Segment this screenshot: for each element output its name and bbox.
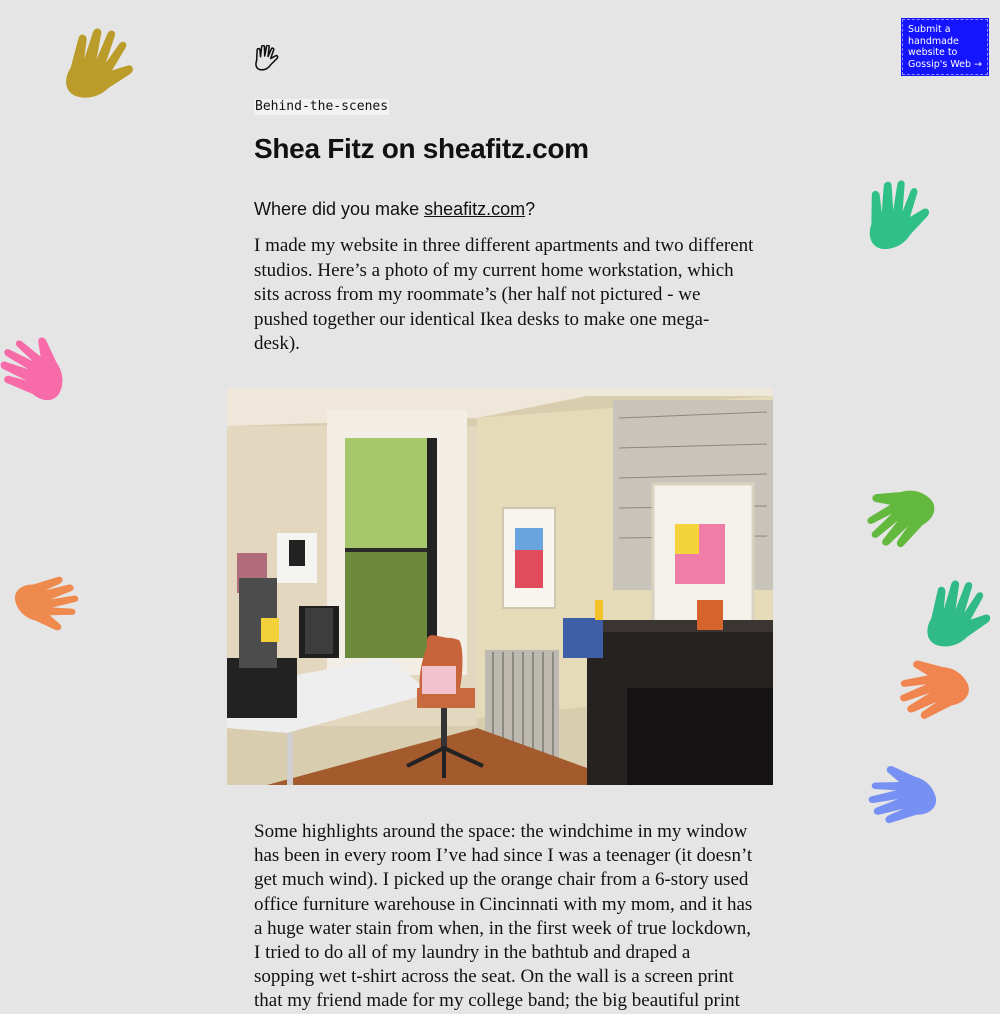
- question-suffix: ?: [525, 199, 536, 219]
- intro-paragraph: I made my website in three different apartments and two different studios. Here’s a photo of my current home workstation, which sits across from my roommate’s (her half not pictured - we pushed together our identical Ikea desks to make one mega-desk).: [254, 235, 754, 354]
- hand-teal-top-shape: [868, 180, 930, 250]
- hand-pink-shape: [0, 327, 75, 404]
- submit-website-button[interactable]: Submit a handmade website to Gossip's Web →: [902, 19, 988, 75]
- question-prefix: Where did you make: [254, 199, 425, 219]
- hand-teal-bottom-shape: [925, 576, 996, 653]
- hand-teal-bottom-icon: [916, 574, 999, 657]
- hand-orange-left-icon: [4, 558, 89, 649]
- question-heading: [254, 196, 535, 222]
- workstation-illustration: [227, 388, 773, 785]
- page-title: Shea Fitz on sheafitz.com: [254, 133, 589, 164]
- highlights-paragraph: Some highlights around the space: the windchime in my window has been in every room I’ve had since I was a teenager (it doesn’t get much wind). I picked up the orange chair from a 6-story used office furniture warehouse in Cincinnati with my mom, and it has a huge water stain from when, in the first week of true lockdown, I tried to do all of my laundry in the bathtub and draped a sopping wet t-shirt across the seat. On the wall is a screen print that my friend made for my college band; the big beautiful print: [254, 821, 753, 1012]
- hand-orange-right-shape: [888, 644, 974, 728]
- hand-pink-icon: [0, 323, 81, 413]
- hand-olive-shape: [63, 23, 140, 106]
- workstation-photo: [227, 388, 773, 785]
- waving-hand-outline-icon[interactable]: [253, 45, 279, 71]
- hand-teal-top-icon: [859, 179, 935, 254]
- hand-orange-left-shape: [11, 570, 86, 641]
- hand-blue-shape: [860, 755, 940, 830]
- hand-olive-icon: [53, 21, 145, 112]
- hand-green-icon: [849, 464, 949, 564]
- site-link[interactable]: sheafitz.com: [424, 199, 526, 219]
- hand-green-shape: [853, 470, 940, 558]
- hand-blue-icon: [858, 749, 947, 840]
- category-kicker: Behind-the-scenes: [255, 99, 389, 114]
